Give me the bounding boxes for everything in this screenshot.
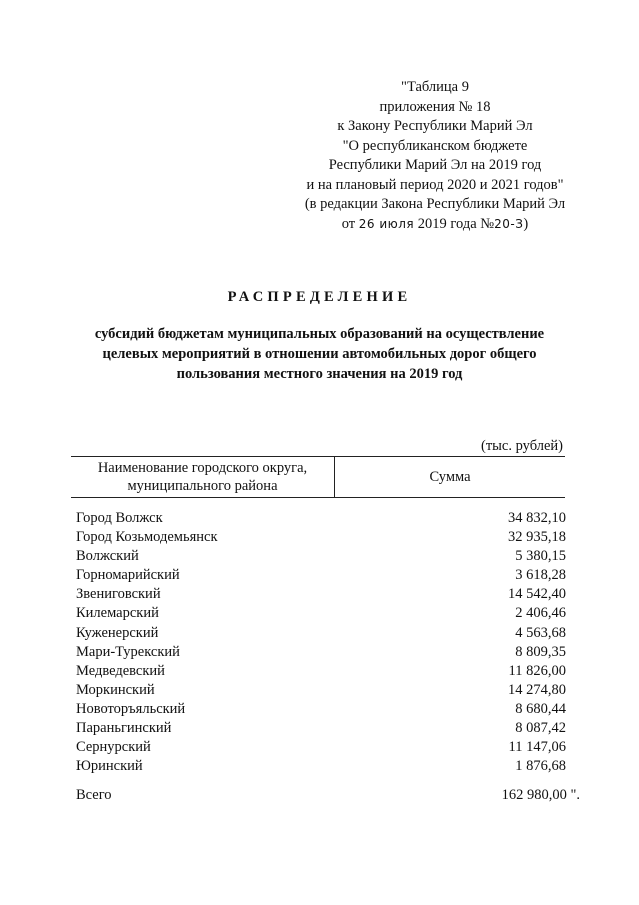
header-line: приложения № 18 <box>379 98 491 115</box>
header-line: Республики Марий Эл на 2019 год <box>328 157 542 173</box>
date-prefix: от <box>341 215 356 232</box>
table-row <box>76 719 566 738</box>
row-value: 5 380,15 <box>515 548 566 565</box>
document-subtitle <box>60 324 579 384</box>
table-row <box>76 585 566 604</box>
row-value: 14 274,80 <box>508 681 566 698</box>
header-line: (в редакции Закона Республики Марий Эл <box>304 196 566 212</box>
row-name: Куженерский <box>76 624 159 641</box>
subtitle-line: целевых мероприятий в отношении автомобильных дорог общего <box>102 346 537 362</box>
header-date-line <box>250 215 620 235</box>
table-body <box>76 509 566 776</box>
row-name: Килемарский <box>76 605 159 622</box>
column-header-name-line: Наименование городского округа, <box>97 460 308 476</box>
header-line: "О республиканском бюджете <box>342 137 528 154</box>
table-row <box>76 528 566 547</box>
row-value: 2 406,46 <box>515 605 566 622</box>
table-row <box>76 624 566 643</box>
row-name: Новоторъяльский <box>76 700 186 717</box>
date-middle: 2019 года № <box>417 215 495 232</box>
column-header-sum: Сумма <box>429 469 471 485</box>
table-header <box>71 456 565 498</box>
row-value: 4 563,68 <box>515 624 566 641</box>
row-name: Волжский <box>76 548 139 565</box>
row-name: Мари-Турекский <box>76 643 180 660</box>
date-suffix: ) <box>523 215 529 232</box>
row-value: 32 935,18 <box>508 529 566 546</box>
table-row <box>76 547 566 566</box>
row-value: 8 087,42 <box>515 720 566 737</box>
table-row <box>76 643 566 662</box>
document-title: РАСПРЕДЕЛЕНИЕ <box>227 289 412 305</box>
table-row <box>76 681 566 700</box>
row-value: 11 826,00 <box>508 662 566 679</box>
row-name: Моркинский <box>76 681 155 698</box>
table-row <box>76 757 566 776</box>
row-name: Юринский <box>76 758 143 775</box>
subtitle-line: субсидий бюджетам муниципальных образований на осуществление <box>94 326 545 342</box>
table-row <box>76 738 566 757</box>
row-name: Медведевский <box>76 662 165 679</box>
column-header-name <box>71 457 335 497</box>
total-label: Всего <box>76 787 112 803</box>
total-value: 162 980,00 ". <box>501 787 580 803</box>
table-row <box>76 662 566 681</box>
document-header <box>250 78 620 234</box>
row-name: Параньгинский <box>76 720 172 737</box>
total-row <box>76 787 580 804</box>
table-row <box>76 566 566 585</box>
row-value: 14 542,40 <box>508 586 566 603</box>
row-value: 1 876,68 <box>515 758 566 775</box>
row-name: Горномарийский <box>76 567 180 584</box>
row-value: 34 832,10 <box>508 510 566 526</box>
handwritten-day: 26 июля <box>358 216 415 231</box>
row-value: 8 809,35 <box>515 643 566 660</box>
row-name: Звениговский <box>76 586 161 603</box>
subtitle-line: пользования местного значения на 2019 год <box>176 366 463 382</box>
header-line: и на плановый период 2020 и 2021 годов" <box>306 176 564 193</box>
row-value: 8 680,44 <box>515 700 566 717</box>
row-value: 3 618,28 <box>515 567 566 584</box>
handwritten-number: 20-З <box>494 216 524 231</box>
row-name: Сернурский <box>76 739 151 756</box>
header-line: к Закону Республики Марий Эл <box>337 118 533 134</box>
table-row <box>76 509 566 528</box>
table-row <box>76 700 566 719</box>
table-row <box>76 604 566 623</box>
row-value: 11 147,06 <box>508 739 566 756</box>
header-line: "Таблица 9 <box>401 79 469 95</box>
row-name: Город Козьмодемьянск <box>76 529 218 546</box>
row-name: Город Волжск <box>76 510 163 526</box>
column-header-name-line: муниципального района <box>127 478 278 494</box>
units-label: (тыс. рублей) <box>481 438 563 454</box>
